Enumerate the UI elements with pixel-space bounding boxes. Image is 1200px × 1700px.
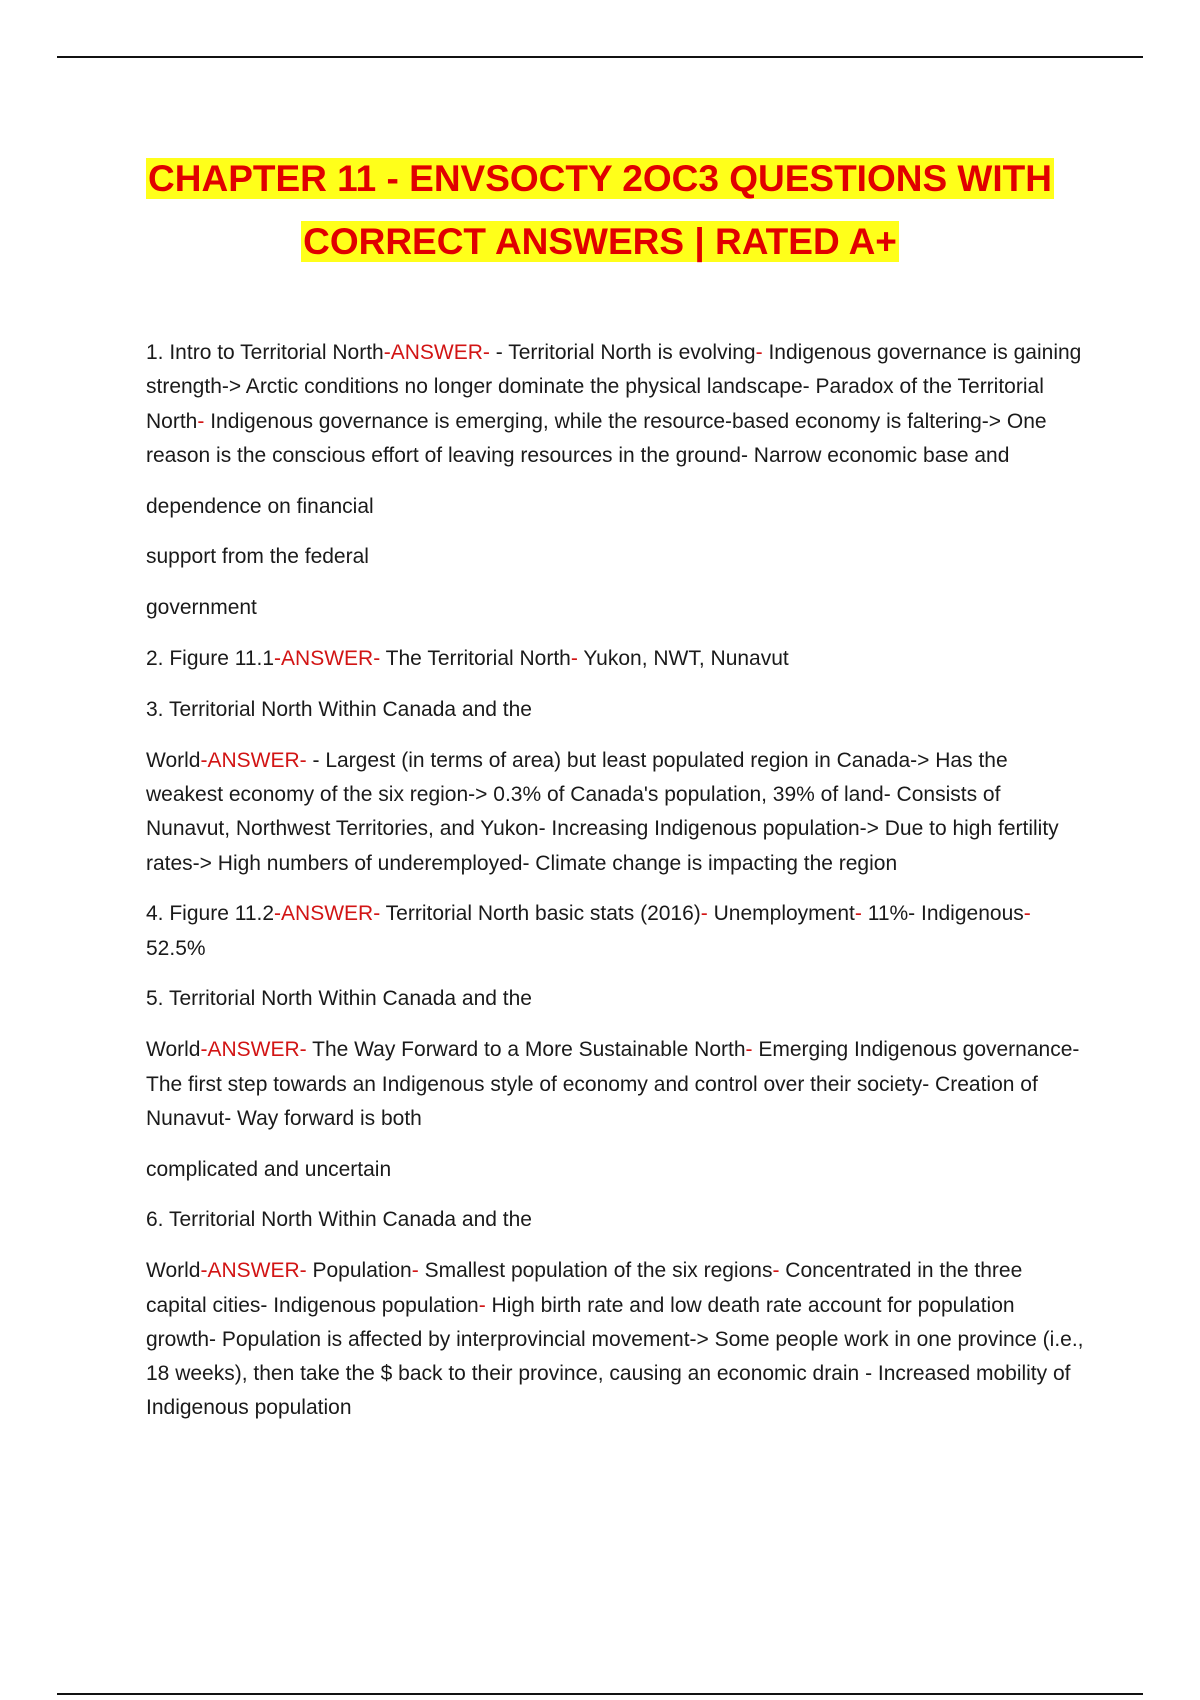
title-line-2: CORRECT ANSWERS | RATED A+ <box>303 221 897 262</box>
answer-continuation: complicated and uncertain <box>146 1157 392 1181</box>
question-text: 2. Figure 11.1 <box>146 647 275 671</box>
answer-text: The Way Forward to a More Sustainable North <box>306 1038 746 1062</box>
answer-continuation: dependence on financial <box>146 494 374 518</box>
bottom-rule <box>57 1693 1143 1695</box>
answer-text: Population <box>306 1259 412 1283</box>
answer-text: The Territorial North <box>380 647 571 671</box>
question-text: 1. Intro to Territorial North <box>146 341 384 364</box>
answer-text: Indigenous governance is gaining strength-> Arctic conditions no longer dominate the physical landscape- Paradox of the Territorial North <box>146 341 1082 433</box>
answer-continuation: support from the federal <box>146 545 369 569</box>
title-line-1: CHAPTER 11 - ENVSOCTY 2OC3 QUESTIONS WITH <box>148 158 1052 199</box>
qa-item-3: World-ANSWER- - Largest (in terms of area) but least populated region in Canada-> Has the weakest economy of the six region-> 0.3% of Canada's population, 39% of land- Consists of Nunavut, Northwest Territories, and Yukon- Increasing Indigenous population-> Due to high fertility rates-> High numbers of underemployed- Climate change is impacting the region <box>146 748 1059 875</box>
answer-text: - Largest (in terms of area) but least populated region in Canada-> Has the weakest economy of the six region-> 0.3% of Canada's population, 39% of land- Consists of Nunavut, Northwest Territories, and Yukon- Increasing Indigenous population-> Due to high fertility rates-> High numbers of underemployed- Climate change is impacting the region <box>146 748 1059 875</box>
qa-item-5: World-ANSWER- The Way Forward to a More Sustainable North- Emerging Indigenous governance- The first step towards an Indigenous style of economy and control over their society- Creation of Nunavut- Way forward is both <box>146 1038 1080 1130</box>
question-text: World <box>146 1259 201 1283</box>
document-body <box>146 336 1086 1442</box>
answer-text: 52.5% <box>146 936 206 960</box>
document-title <box>100 147 1100 273</box>
answer-text: Smallest population of the six regions <box>418 1259 773 1283</box>
qa-item-3-question: 3. Territorial North Within Canada and the <box>146 697 532 721</box>
answer-text: Indigenous governance is emerging, while the resource-based economy is faltering-> One reason is the conscious effort of leaving resources in the ground- Narrow economic base and <box>146 409 1047 467</box>
answer-continuation: government <box>146 596 257 620</box>
answer-text: - Territorial North is evolving <box>495 341 756 364</box>
question-text: 4. Figure 11.2 <box>146 902 275 926</box>
answer-marker: ANSWER <box>281 902 374 926</box>
answer-text: Unemployment <box>707 902 855 926</box>
answer-marker: ANSWER <box>390 341 483 364</box>
question-text: World <box>146 1038 201 1062</box>
qa-item-6: World-ANSWER- Population- Smallest population of the six regions- Concentrated in the three capital cities- Indigenous population- High birth rate and low death rate account for population growth- Population is affected by interprovincial movement-> Some people work in one province (i.e., 18 weeks), then take the $ back to their province, causing an economic drain - Increased mobility of Indigenous population <box>146 1259 1084 1420</box>
question-text: World <box>146 748 201 772</box>
qa-item-6-question: 6. Territorial North Within Canada and the <box>146 1208 532 1232</box>
qa-item-5-question: 5. Territorial North Within Canada and the <box>146 987 532 1011</box>
answer-marker: ANSWER <box>207 1038 300 1062</box>
answer-text: 11%- Indigenous <box>861 902 1024 926</box>
answer-text: Emerging Indigenous governance- The first step towards an Indigenous style of economy and control over their society- Creation of Nunavut- Way forward is both <box>146 1038 1080 1130</box>
answer-text: High birth rate and low death rate account for population growth- Population is affected by interprovincial movement-> Some people work in one province (i.e., 18 weeks), then take the $ back to their province, causing an economic drain - Increased mobility of Indigenous population <box>146 1293 1084 1420</box>
qa-item-2: 2. Figure 11.1-ANSWER- The Territorial North- Yukon, NWT, Nunavut <box>146 647 789 671</box>
top-rule <box>57 56 1143 58</box>
answer-marker: ANSWER <box>281 647 374 671</box>
qa-item-1: 1. Intro to Territorial North-ANSWER- - Territorial North is evolving- Indigenous governance is gaining strength-> Arctic conditions no longer dominate the physical landscape- Paradox of the Territorial North- Indigenous governance is emerging, while the resource-based economy is faltering-> One reason is the conscious effort of leaving resources in the ground- Narrow economic base and <box>146 341 1082 467</box>
answer-text: Concentrated in the three capital cities- Indigenous population <box>146 1259 1023 1317</box>
qa-item-4: 4. Figure 11.2-ANSWER- Territorial North basic stats (2016)- Unemployment- 11%- Indigenous- 52.5% <box>146 902 1031 960</box>
answer-text: Yukon, NWT, Nunavut <box>577 647 789 671</box>
answer-marker: ANSWER <box>207 1259 300 1283</box>
answer-text: Territorial North basic stats (2016) <box>380 902 701 926</box>
answer-marker: ANSWER <box>207 748 300 772</box>
